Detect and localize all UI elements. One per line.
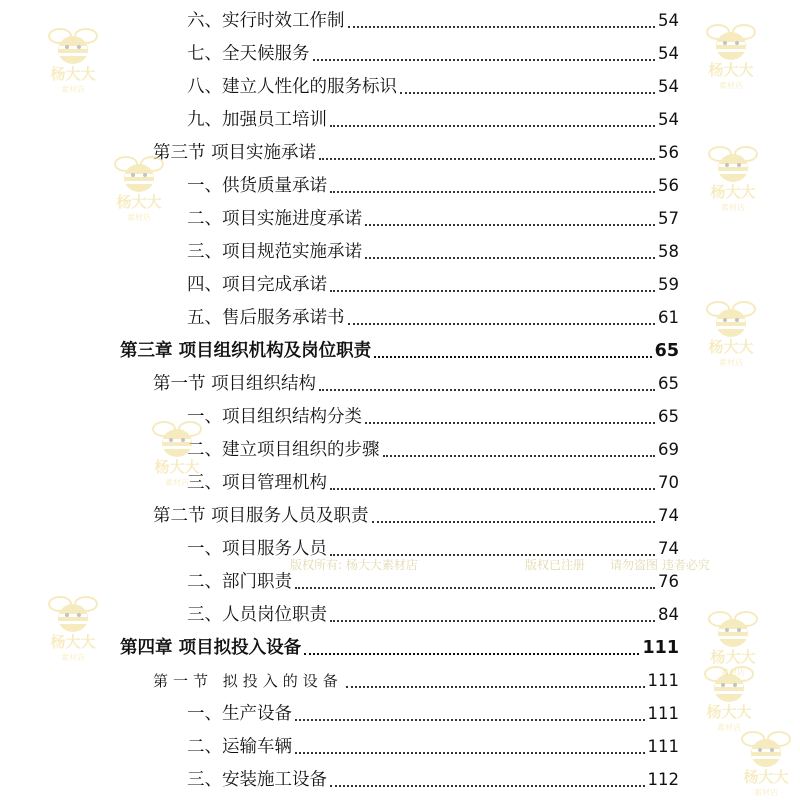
toc-entry[interactable] — [0, 561, 679, 594]
toc-entry-page-number: 74 — [658, 506, 679, 525]
toc-leader-dots — [348, 323, 656, 325]
toc-entry-title: 第一节 项目组织结构 — [153, 374, 317, 394]
toc-entry-page-number: 54 — [658, 77, 679, 96]
toc-entry[interactable] — [0, 99, 679, 132]
toc-leader-dots — [365, 257, 655, 259]
toc-entry[interactable] — [0, 396, 679, 429]
bee-watermark-logo — [702, 605, 764, 679]
toc-entry[interactable] — [0, 660, 679, 693]
bee-watermark-logo — [735, 725, 797, 799]
bee-watermark-logo — [700, 295, 762, 369]
toc-entry[interactable] — [0, 429, 679, 462]
toc-entry-page-number: 76 — [658, 572, 679, 591]
toc-entry-title: 一、项目服务人员 — [187, 539, 327, 559]
toc-entry-title: 二、项目实施进度承诺 — [187, 209, 362, 229]
toc-entry-page-number: 58 — [658, 242, 679, 261]
toc-entry-title: 二、部门职责 — [187, 572, 292, 592]
toc-entry-title: 一、生产设备 — [187, 704, 292, 724]
toc-entry-title: 四、项目完成承诺 — [187, 275, 327, 295]
toc-entry-page-number: 57 — [658, 209, 679, 228]
toc-entry-title: 七、全天候服务 — [187, 44, 310, 64]
svg-text:素材店: 素材店 — [127, 213, 151, 222]
svg-text:杨大大: 杨大大 — [743, 768, 789, 786]
toc-entry[interactable] — [0, 363, 679, 396]
toc-entry-page-number: 59 — [658, 275, 679, 294]
toc-entry-title: 第四章 项目拟投入设备 — [120, 638, 302, 658]
toc-entry-title: 第三章 项目组织机构及岗位职责 — [120, 341, 372, 361]
toc-entry[interactable] — [0, 759, 679, 792]
toc-entry[interactable] — [0, 297, 679, 330]
toc-entry[interactable] — [0, 66, 679, 99]
toc-leader-dots — [319, 158, 655, 160]
toc-entry[interactable] — [0, 264, 679, 297]
toc-leader-dots — [330, 125, 655, 127]
toc-leader-dots — [372, 521, 655, 523]
toc-entry-title: 三、安装施工设备 — [187, 770, 327, 790]
svg-text:素材店: 素材店 — [721, 203, 745, 212]
svg-text:素材店: 素材店 — [719, 81, 743, 90]
toc-entry-page-number: 65 — [658, 374, 679, 393]
toc-entry-page-number: 111 — [642, 638, 679, 658]
toc-entry-title: 九、加强员工培训 — [187, 110, 327, 130]
svg-text:素材店: 素材店 — [61, 653, 85, 662]
toc-leader-dots — [295, 719, 645, 721]
toc-entry[interactable] — [0, 198, 679, 231]
svg-text:素材店: 素材店 — [719, 358, 743, 367]
toc-entry-page-number: 65 — [658, 407, 679, 426]
toc-entry-page-number: 84 — [658, 605, 679, 624]
toc-entry-title: 二、运输车辆 — [187, 737, 292, 757]
toc-entry[interactable] — [0, 462, 679, 495]
toc-entry-title: 第一节 拟投入的设备 — [153, 672, 343, 690]
watermark-caption: 版权所有: 杨大大素材店 — [290, 558, 418, 572]
toc-entry-page-number: 111 — [647, 737, 679, 756]
svg-text:杨大大: 杨大大 — [154, 458, 200, 476]
toc-leader-dots — [330, 785, 645, 787]
toc-leader-dots — [313, 59, 656, 61]
svg-text:杨大大: 杨大大 — [50, 633, 96, 651]
svg-text:杨大大: 杨大大 — [50, 65, 96, 83]
svg-text:杨大大: 杨大大 — [708, 61, 754, 79]
toc-entry-page-number: 70 — [658, 473, 679, 492]
toc-entry-title: 一、项目组织结构分类 — [187, 407, 362, 427]
toc-entry[interactable] — [0, 528, 679, 561]
toc-entry-page-number: 54 — [658, 44, 679, 63]
toc-entry-title: 二、建立项目组织的步骤 — [187, 440, 380, 460]
svg-text:素材店: 素材店 — [754, 788, 778, 797]
toc-entry-page-number: 54 — [658, 11, 679, 30]
toc-entry[interactable] — [0, 0, 679, 33]
toc-entry-title: 第二节 项目服务人员及职责 — [153, 506, 369, 526]
toc-entry-title: 第三节 项目实施承诺 — [153, 143, 317, 163]
svg-text:杨大大: 杨大大 — [710, 648, 756, 666]
svg-text:杨大大: 杨大大 — [710, 183, 756, 201]
toc-entry-page-number: 56 — [658, 176, 679, 195]
svg-text:素材店: 素材店 — [717, 723, 741, 732]
watermark-caption: 版权已注册 — [525, 558, 586, 572]
toc-entry-title: 三、项目管理机构 — [187, 473, 327, 493]
toc-entry[interactable] — [0, 231, 679, 264]
bee-watermark-logo — [698, 660, 760, 734]
toc-entry-title: 三、项目规范实施承诺 — [187, 242, 362, 262]
bee-watermark-logo — [702, 140, 764, 214]
toc-leader-dots — [365, 422, 655, 424]
toc-entry[interactable] — [0, 330, 679, 363]
toc-leader-dots — [374, 356, 652, 358]
toc-entry[interactable] — [0, 726, 679, 759]
toc-entry-page-number: 111 — [647, 671, 679, 690]
toc-entry-title: 八、建立人性化的服务标识 — [187, 77, 397, 97]
toc-entry-page-number: 61 — [658, 308, 679, 327]
toc-leader-dots — [330, 488, 655, 490]
toc-entry[interactable] — [0, 594, 679, 627]
toc-entry[interactable] — [0, 165, 679, 198]
toc-leader-dots — [348, 26, 656, 28]
toc-leader-dots — [295, 752, 645, 754]
toc-entry-page-number: 65 — [654, 341, 679, 361]
toc-entry-page-number: 74 — [658, 539, 679, 558]
toc-entry[interactable] — [0, 627, 679, 660]
toc-entry-page-number: 111 — [647, 704, 679, 723]
toc-entry-page-number: 56 — [658, 143, 679, 162]
watermark-caption: 请勿盗图 违者必究 — [610, 558, 710, 572]
toc-entry-title: 五、售后服务承诺书 — [187, 308, 345, 328]
toc-leader-dots — [330, 554, 655, 556]
toc-leader-dots — [383, 455, 656, 457]
toc-entry-page-number: 54 — [658, 110, 679, 129]
toc-entry[interactable] — [0, 693, 679, 726]
toc-entry-page-number: 112 — [647, 770, 679, 789]
toc-leader-dots — [304, 653, 639, 655]
toc-leader-dots — [346, 686, 645, 688]
bee-watermark-logo — [700, 18, 762, 92]
toc-leader-dots — [295, 587, 655, 589]
toc-entry-title: 三、人员岗位职责 — [187, 605, 327, 625]
toc-leader-dots — [330, 620, 655, 622]
toc-entry[interactable] — [0, 132, 679, 165]
toc-entry-title: 一、供货质量承诺 — [187, 176, 327, 196]
toc-entry[interactable] — [0, 495, 679, 528]
toc-entry[interactable] — [0, 33, 679, 66]
toc-leader-dots — [330, 191, 655, 193]
svg-text:素材店: 素材店 — [165, 478, 189, 487]
svg-text:杨大大: 杨大大 — [706, 703, 752, 721]
toc-leader-dots — [330, 290, 655, 292]
toc-leader-dots — [365, 224, 655, 226]
toc-entry-title: 六、实行时效工作制 — [187, 11, 345, 31]
toc-entry-page-number: 69 — [658, 440, 679, 459]
svg-text:素材店: 素材店 — [721, 668, 745, 677]
svg-text:素材店: 素材店 — [61, 85, 85, 94]
toc-leader-dots — [400, 92, 655, 94]
toc-leader-dots — [319, 389, 655, 391]
svg-text:杨大大: 杨大大 — [116, 193, 162, 211]
svg-text:杨大大: 杨大大 — [708, 338, 754, 356]
